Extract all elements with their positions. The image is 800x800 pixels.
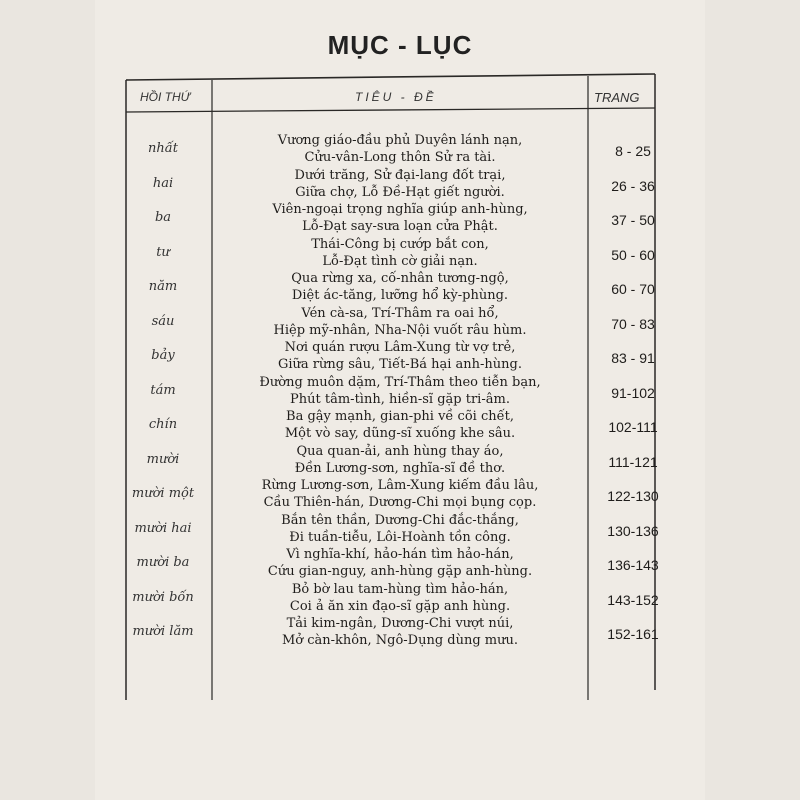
header-hoi-thu: HỒI THỨ — [140, 90, 191, 104]
chapter-number: nhất — [148, 141, 178, 156]
chapter-number: tư — [156, 244, 170, 260]
page-range: 122-130 — [607, 488, 659, 504]
chapter-title-line-2: Cứu gian-nguy, anh-hùng gặp anh-hùng. — [267, 564, 533, 579]
page-range: 37 - 50 — [611, 212, 655, 228]
chapter-title-line-2: Cầu Thiên-hán, Dương-Chi mọi bụng cọp. — [263, 495, 537, 510]
chapter-title-line-1: Thái-Công bị cướp bắt con, — [311, 236, 489, 252]
chapter-title-line-1: Bỏ bờ lau tam-hùng tìm hảo-hán, — [291, 581, 509, 597]
chapter-number: bảy — [151, 348, 175, 363]
chapter-title-line-2: Đi tuần-tiễu, Lôi-Hoành tồn công. — [289, 529, 511, 545]
chapter-title-line-2: Phút tâm-tình, hiền-sĩ gặp tri-âm. — [290, 391, 510, 407]
chapter-title-line-1: Nơi quán rượu Lâm-Xung từ vợ trẻ, — [284, 340, 516, 355]
chapter-title-line-1: Đường muôn dặm, Trí-Thâm theo tiễn bạn, — [259, 374, 541, 390]
chapter-title-line-2: Hiệp mỹ-nhân, Nha-Nội vuốt râu hùm. — [273, 322, 527, 338]
chapter-title-line-1: Viên-ngoại trọng nghĩa giúp anh-hùng, — [272, 202, 528, 217]
chapter-title-line-1: Vương giáo-đầu phủ Duyên lánh nạn, — [277, 133, 523, 148]
page-range: 143-152 — [607, 591, 659, 608]
chapter-number: mười ba — [136, 555, 190, 570]
chapter-number: hai — [152, 175, 174, 191]
page-range: 91-102 — [611, 384, 655, 401]
chapter-number: mười — [146, 451, 180, 467]
page-range: 83 - 91 — [611, 350, 655, 366]
chapter-title-line-2: Giữa rừng sâu, Tiết-Bá hại anh-hùng. — [277, 357, 523, 372]
chapter-number: mười hai — [134, 520, 192, 536]
page-range: 26 - 36 — [611, 177, 655, 194]
chapter-number: năm — [148, 279, 178, 294]
top-rule — [126, 74, 655, 80]
page-range: 152-161 — [607, 626, 659, 642]
chapter-title-line-1: Dưới trăng, Sử đại-lang đốt trại, — [294, 167, 506, 183]
page-range: 102-111 — [608, 419, 658, 435]
page-range: 60 - 70 — [611, 281, 655, 297]
page-range: 8 - 25 — [615, 143, 651, 159]
chapter-title-line-2: Đền Lương-sơn, nghĩa-sĩ đề thơ. — [294, 460, 506, 476]
toc-row — [0, 616, 800, 688]
chapter-number: chín — [148, 417, 178, 432]
chapter-title-line-1: Vén cà-sa, Trí-Thâm ra oai hổ, — [301, 305, 499, 321]
chapter-title-line-1: Qua rừng xa, cố-nhân tương-ngộ, — [291, 271, 509, 286]
page-range: 136-143 — [607, 557, 659, 573]
chapter-title-line-2: Lỗ-Đạt say-sưa loạn cửa Phật. — [302, 219, 498, 234]
page-range: 50 - 60 — [611, 246, 655, 263]
chapter-number: tám — [150, 382, 176, 398]
chapter-number: mười bốn — [132, 589, 194, 605]
chapter-title-line-2: Diệt ác-tăng, lưỡng hổ kỳ-phùng. — [291, 288, 509, 303]
chapter-title-line-1: Bắn tên thần, Dương-Chi đắc-thắng, — [281, 512, 519, 528]
chapter-title-line-2: Lỗ-Đạt tình cờ giải nạn. — [322, 253, 478, 269]
chapter-title-line-1: Rừng Lương-sơn, Lâm-Xung kiếm đầu lâu, — [261, 478, 539, 493]
chapter-title-line-2: Mở càn-khôn, Ngô-Dụng dùng mưu. — [281, 633, 519, 648]
chapter-title-line-2: Coi ả ăn xin đạo-sĩ gặp anh hùng. — [289, 598, 511, 614]
chapter-number: mười một — [131, 486, 195, 501]
page-range: 70 - 83 — [611, 315, 655, 332]
chapter-title-line-2: Giữa chợ, Lỗ Đề-Hạt giết người. — [295, 184, 505, 200]
chapter-title-line-1: Qua quan-ải, anh hùng thay áo, — [296, 443, 504, 459]
page-range: 130-136 — [607, 522, 659, 539]
chapter-title-line-1: Ba gậy mạnh, gian-phi về cõi chết, — [286, 409, 514, 424]
page-title: MỤC - LỤC — [327, 30, 473, 60]
chapter-title-line-1: Tải kim-ngân, Dương-Chi vượt núi, — [286, 616, 514, 631]
page-range: 111-121 — [608, 453, 658, 470]
chapter-number: mười lăm — [132, 624, 194, 639]
chapter-number: sáu — [151, 313, 175, 329]
chapter-number: ba — [154, 210, 172, 225]
chapter-title-line-2: Cửu-vân-Long thôn Sử ra tài. — [304, 150, 496, 165]
header-rule — [126, 108, 655, 112]
header-trang: TRANG — [594, 90, 640, 105]
header-tieu-de: TIÊU - ĐỀ — [355, 90, 437, 104]
chapter-title-line-2: Một vò say, dũng-sĩ xuống khe sâu. — [284, 426, 516, 441]
chapter-title-line-1: Vì nghĩa-khí, hảo-hán tìm hảo-hán, — [286, 547, 514, 562]
